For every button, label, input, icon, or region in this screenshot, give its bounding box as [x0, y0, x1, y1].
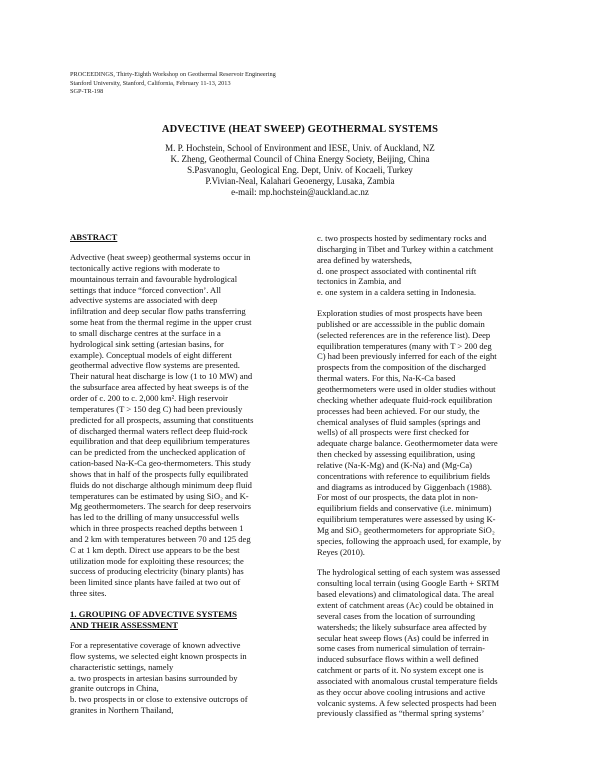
author-line: S.Pasvanoglu, Geological Eng. Dept, Univ. of Kocaeli, Turkey [187, 165, 413, 176]
text-line: equilibration and that deep equilibrium temperatures [70, 436, 250, 447]
text-line: 1. GROUPING OF ADVECTIVE SYSTEMS [70, 609, 237, 619]
text-line: success of producing electricity (binary plants) has [70, 566, 244, 577]
left-column [70, 232, 290, 716]
text-line: Mg and SiO₂ geothermometers for appropriate SiO₂ [317, 524, 495, 535]
text-line: volcanic systems. A few selected prospects had been [317, 697, 497, 708]
text-line: example). Conceptual models of eight different [70, 349, 232, 360]
hydrology-paragraph [317, 567, 537, 719]
text-line: Mg geothermometers. The search for deep reservoirs [70, 501, 251, 512]
text-line: previously classified as “thermal spring systems’ [317, 708, 485, 719]
text-line: geothermal advective flow systems are presented. [70, 360, 240, 371]
text-line: wells) of all prospects were first checked for [317, 427, 470, 438]
text-line: predicted for all prospects, assuming that constituents [70, 414, 254, 425]
text-line: temperatures (T > 150 deg C) had been previously [70, 403, 243, 414]
text-line: has led to the drilling of many unsuccessful wells [70, 512, 240, 523]
text-line: advective systems are associated with deep [70, 295, 218, 306]
prospect-list-left [70, 673, 290, 716]
text-line: tectonically active regions with moderate to [70, 262, 220, 273]
header-line: SGP-TR-198 [70, 88, 104, 96]
text-line: shows that in half of the prospects fully equilibrated [70, 468, 249, 479]
text-line: Exploration studies of most prospects have been [317, 308, 483, 319]
text-line: secular heat sweep flows (As) could be inferred in [317, 632, 489, 643]
text-line: fluids do not discharge although minimum deep fluid [70, 479, 252, 490]
text-line: utilization mode for exploiting these resources; the [70, 555, 244, 566]
author-block [0, 143, 600, 198]
text-line: For most of our prospects, the data plot in non- [317, 492, 478, 503]
text-line: cation-based Na-K-Ca geo-thermometers. This study [70, 458, 251, 469]
text-line: then checked by assessing equilibration, using [317, 449, 476, 460]
paper-title: ADVECTIVE (HEAT SWEEP) GEOTHERMAL SYSTEMS [161, 124, 439, 135]
text-line: and 2 km with temperatures between 70 and 125 deg [70, 533, 251, 544]
text-line: C at 1 km depth. Direct use appears to be the best [70, 544, 240, 555]
text-line: been limited since plants have failed at two out of [70, 577, 241, 588]
abstract-heading: ABSTRACT [70, 232, 118, 242]
text-line: watersheds; the likely subsurface area affected by [317, 621, 487, 632]
text-line: infiltration and deep secular flow paths transferring [70, 306, 246, 317]
author-line: P.Vivian-Neal, Kalahari Geoenergy, Lusaka, Zambia [205, 176, 395, 187]
text-line: d. one prospect associated with continental rift [317, 265, 477, 276]
text-line: some heat from the thermal regime in the upper crust [70, 317, 252, 328]
text-line: For a representative coverage of known advective [70, 640, 241, 650]
text-line: temperatures can be estimated by using SiO₂ and K- [70, 490, 249, 501]
abstract-body [70, 252, 290, 599]
text-line: b. two prospects in or close to extensive outcrops of [70, 694, 248, 705]
text-line: Advective (heat sweep) geothermal systems occur in [70, 252, 251, 262]
text-line: Reyes (2010). [317, 546, 365, 557]
section-1-intro [70, 640, 290, 673]
text-line: can be predicted from the unchecked application of [70, 447, 246, 458]
text-line: c. two prospects hosted by sedimentary rocks and [317, 233, 487, 243]
text-line: granite outcrops in China, [70, 683, 159, 694]
text-line: species, following the approach used, for example, by [317, 535, 502, 546]
text-line: order of c. 200 to c. 2,000 km². High reservoir [70, 392, 229, 403]
text-line: consulting local terrain (using Google Earth + SRTM [317, 578, 500, 589]
text-line: area defined by watersheds, [317, 254, 412, 265]
text-line: associated with anomalous crustal temperature fields [317, 675, 498, 686]
proceedings-header [70, 71, 276, 97]
text-line: hydrological sink setting (artesian basins, for [70, 338, 224, 349]
author-line: K. Zheng, Geothermal Council of China Energy Society, Beijing, China [170, 154, 430, 165]
text-line: tectonics in Zambia, and [317, 276, 402, 287]
text-line: three sites. [70, 588, 107, 599]
author-line: M. P. Hochstein, School of Environment and IESE, Univ. of Auckland, NZ [165, 143, 435, 153]
text-line: to small discharge centres at the surface in a [70, 327, 221, 338]
text-line: e. one system in a caldera setting in Indonesia. [317, 287, 477, 298]
text-line: AND THEIR ASSESSMENT [70, 620, 178, 630]
text-line: C) had been previously inferred for each of the eight [317, 351, 497, 362]
text-line: some cases from numerical simulation of terrain- [317, 643, 486, 654]
text-line: discharging in Tibet and Turkey within a catchment [317, 243, 494, 254]
text-line: The hydrological setting of each system was assessed [317, 567, 500, 578]
text-line: published or are accesssible in the public domain [317, 318, 485, 329]
text-line: Their natural heat discharge is low (1 to 10 MW) and [70, 371, 253, 382]
text-line: prospects from the composition of the discharged [317, 362, 486, 373]
text-line: thermal waters. For this, Na-K-Ca based [317, 373, 456, 384]
header-line: Stanford University, Stanford, California, February 11-13, 2013 [70, 79, 231, 87]
text-line: adequate charge balance. Geothermometer data were [317, 438, 498, 449]
text-line: settings that induce “forced convection’. All [70, 284, 221, 295]
text-line: checking whether adequate fluid-rock equilibration [317, 394, 493, 405]
text-line: induced subsurface flows within a well defined [317, 654, 479, 665]
text-line: catchment or parts of it. No system except one is [317, 665, 484, 676]
text-line: several cases from the location of surrounding [317, 610, 476, 621]
text-line: equilibrium fields and conservative (i.e. minimum) [317, 503, 492, 514]
text-line: geothermometers were used in older studies without [317, 383, 496, 394]
text-line: characteristic settings, namely [70, 661, 174, 672]
section-1-heading [70, 609, 290, 631]
text-line: flow systems, we selected eight known prospects in [70, 650, 247, 661]
right-column [317, 233, 537, 729]
text-line: as they occur above cooling intrusions and active [317, 686, 486, 697]
text-line: chemical analyses of fluid samples (springs and [317, 416, 481, 427]
author-email: e-mail: mp.hochstein@auckland.ac.nz [231, 187, 369, 198]
header-line: PROCEEDINGS, Thirty-Eighth Workshop on Geothermal Reservoir Engineering [70, 71, 276, 78]
text-line: the subsurface area affected by heat sweeps is of the [70, 382, 249, 393]
text-line: mountainous terrain and favourable hydrological [70, 273, 238, 284]
exploration-paragraph [317, 308, 537, 557]
text-line: concentrations with reference to equilibrium fields [317, 470, 491, 481]
text-line: which in three prospects reached depths between 1 [70, 523, 244, 534]
text-line: of discharged thermal waters reflect deep fluid-rock [70, 425, 248, 436]
text-line: relative (Na-K-Mg) and (K-Na) and (Mg-Ca) [317, 459, 472, 470]
text-line: a. two prospects in artesian basins surrounded by [70, 672, 238, 683]
text-line: equilibrium temperatures were assessed by using K- [317, 514, 496, 525]
text-line: granites in Northern Thailand, [70, 705, 174, 716]
text-line: (selected references are in the reference list). Deep [317, 329, 491, 340]
text-line: based elevations) and climatological data. The areal [317, 589, 495, 600]
text-line: processes had been achieved. For our study, the [317, 405, 480, 416]
text-line: and diagrams as introduced by Giggenbach (1988). [317, 481, 492, 492]
text-line: equilibration temperatures (many with T > 200 deg [317, 340, 492, 351]
text-line: extent of catchment areas (Ac) could be obtained in [317, 600, 494, 610]
prospect-list-right [317, 233, 537, 298]
